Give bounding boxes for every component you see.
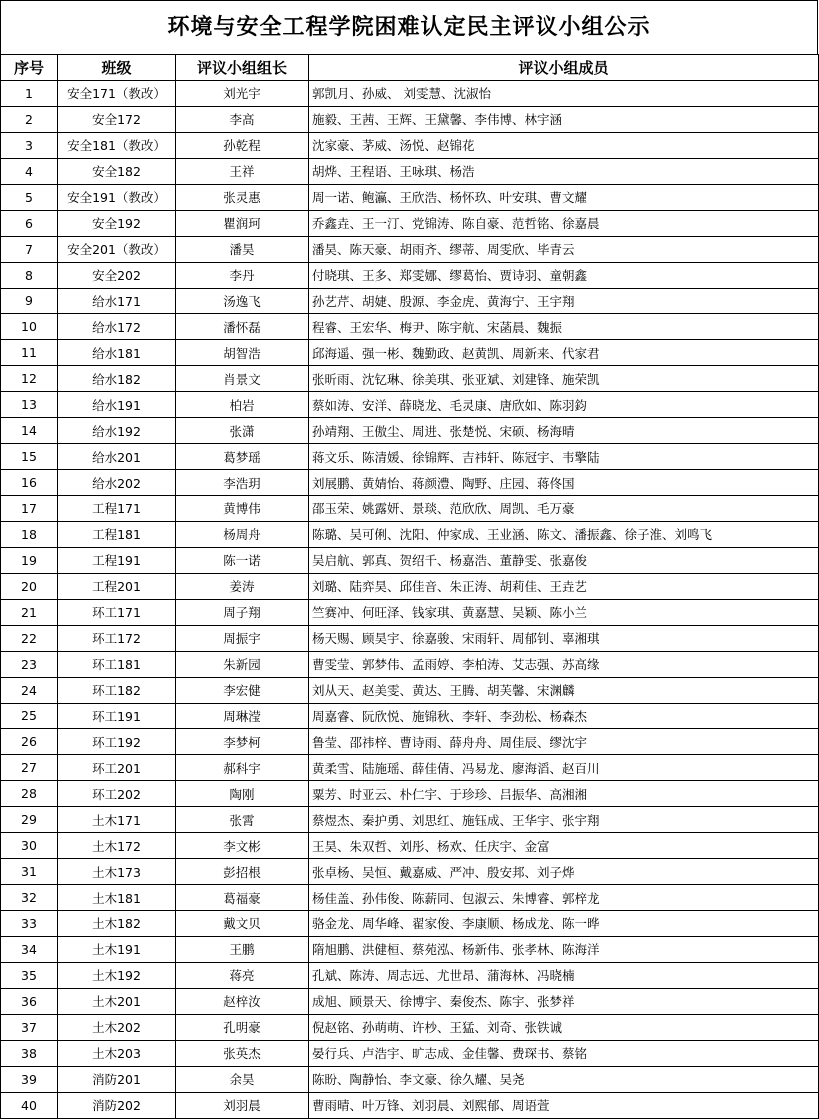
group-members-cell: 杨天赐、顾昊宇、徐嘉骏、宋雨轩、周郁钊、辜湘琪 [309, 625, 819, 651]
group-leader-cell: 杨周舟 [176, 521, 309, 547]
table-row [1, 521, 819, 547]
table-row [1, 677, 819, 703]
serial-number-cell: 33 [1, 911, 58, 937]
table-row [1, 1092, 819, 1118]
serial-number-cell: 5 [1, 184, 58, 210]
serial-number-cell: 38 [1, 1040, 58, 1066]
group-members-cell: 施毅、王茜、王辉、王黛馨、李伟博、林宇涵 [309, 106, 819, 132]
table-row [1, 1066, 819, 1092]
class-cell: 安全202 [58, 262, 176, 288]
serial-number-cell: 21 [1, 599, 58, 625]
group-leader-cell: 郝科宇 [176, 755, 309, 781]
group-leader-cell: 孔明豪 [176, 1014, 309, 1040]
table-row [1, 833, 819, 859]
table-row [1, 444, 819, 470]
table-row [1, 314, 819, 340]
group-members-cell: 刘从天、赵美雯、黄达、王腾、胡芙馨、宋渊麟 [309, 677, 819, 703]
serial-number-cell: 9 [1, 288, 58, 314]
class-cell: 给水201 [58, 444, 176, 470]
class-cell: 环工181 [58, 651, 176, 677]
serial-number-cell: 23 [1, 651, 58, 677]
class-cell: 工程181 [58, 521, 176, 547]
group-leader-cell: 瞿润珂 [176, 210, 309, 236]
class-cell: 安全191（教改） [58, 184, 176, 210]
serial-number-cell: 35 [1, 962, 58, 988]
table-row [1, 599, 819, 625]
table-row [1, 729, 819, 755]
group-members-cell: 隋旭鹏、洪健桓、蔡苑泓、杨新伟、张孝林、陈海洋 [309, 936, 819, 962]
table-row [1, 81, 819, 107]
table-row [1, 158, 819, 184]
group-leader-cell: 张潇 [176, 418, 309, 444]
serial-number-cell: 8 [1, 262, 58, 288]
table-row [1, 210, 819, 236]
group-members-cell: 周一诺、鲍瀛、王欣浩、杨怀玖、叶安琪、曹文耀 [309, 184, 819, 210]
table-row [1, 392, 819, 418]
serial-number-cell: 10 [1, 314, 58, 340]
group-members-cell: 王昊、朱双哲、刘彤、杨欢、任庆宇、金富 [309, 833, 819, 859]
group-leader-cell: 陈一诺 [176, 547, 309, 573]
header-group-members: 评议小组成员 [309, 55, 819, 81]
table-row [1, 755, 819, 781]
serial-number-cell: 25 [1, 703, 58, 729]
table-row [1, 781, 819, 807]
class-cell: 安全181（教改） [58, 132, 176, 158]
group-leader-cell: 蒋亮 [176, 962, 309, 988]
group-members-cell: 晏行兵、卢浩宇、旷志成、金佳馨、费琛书、蔡铭 [309, 1040, 819, 1066]
group-members-cell: 孔斌、陈涛、周志远、尤世昂、蒲海林、冯晓楠 [309, 962, 819, 988]
group-members-cell: 吴启航、郭真、贺绍千、杨嘉浩、董静雯、张嘉俊 [309, 547, 819, 573]
class-cell: 土木182 [58, 911, 176, 937]
serial-number-cell: 27 [1, 755, 58, 781]
group-leader-cell: 刘羽晨 [176, 1092, 309, 1118]
table-row [1, 885, 819, 911]
serial-number-cell: 31 [1, 859, 58, 885]
class-cell: 给水182 [58, 366, 176, 392]
group-members-cell: 周嘉睿、阮欣悦、施锦秋、李轩、李劲松、杨森杰 [309, 703, 819, 729]
group-leader-cell: 李文彬 [176, 833, 309, 859]
class-cell: 给水191 [58, 392, 176, 418]
group-members-cell: 郭凯月、孙威、 刘雯慧、沈淑怡 [309, 81, 819, 107]
serial-number-cell: 17 [1, 496, 58, 522]
group-leader-cell: 朱新园 [176, 651, 309, 677]
group-members-cell: 杨佳盖、孙伟俊、陈薪同、包淑云、朱博睿、郭梓龙 [309, 885, 819, 911]
group-leader-cell: 周琳滢 [176, 703, 309, 729]
class-cell: 环工201 [58, 755, 176, 781]
group-leader-cell: 孙乾程 [176, 132, 309, 158]
group-leader-cell: 王鹏 [176, 936, 309, 962]
class-cell: 安全171（教改） [58, 81, 176, 107]
table-row [1, 106, 819, 132]
table-row [1, 184, 819, 210]
group-leader-cell: 余昊 [176, 1066, 309, 1092]
class-cell: 消防201 [58, 1066, 176, 1092]
class-cell: 土木191 [58, 936, 176, 962]
table-row [1, 859, 819, 885]
serial-number-cell: 32 [1, 885, 58, 911]
group-members-cell: 曹雨晴、叶万锋、刘羽晨、刘熙郁、周语萱 [309, 1092, 819, 1118]
group-members-cell: 孙靖翔、王傲尘、周进、张楚悦、宋硕、杨海晴 [309, 418, 819, 444]
group-leader-cell: 汤逸飞 [176, 288, 309, 314]
group-members-cell: 邵玉荣、姚露妍、景琰、范欣欣、周凯、毛万豪 [309, 496, 819, 522]
class-cell: 土木181 [58, 885, 176, 911]
table-row [1, 1040, 819, 1066]
group-leader-cell: 柏岩 [176, 392, 309, 418]
group-members-cell: 刘展鹏、黄婧怡、蒋颜澧、陶野、庄园、蒋佟国 [309, 470, 819, 496]
group-members-cell: 付晓琪、王多、郑雯娜、缪葛怡、贾诗羽、童朝鑫 [309, 262, 819, 288]
group-members-cell: 竺赛冲、何旺泽、钱家琪、黄嘉慧、吴颖、陈小兰 [309, 599, 819, 625]
group-leader-cell: 张灵惠 [176, 184, 309, 210]
serial-number-cell: 6 [1, 210, 58, 236]
group-members-cell: 蔡煜杰、秦护勇、刘思红、施钰成、王华宇、张宇翔 [309, 807, 819, 833]
group-members-cell: 骆金龙、周华峰、翟家俊、李康顺、杨成龙、陈一晔 [309, 911, 819, 937]
group-members-cell: 乔鑫垚、王一汀、党锦涛、陈自豪、范哲铭、徐嘉晨 [309, 210, 819, 236]
serial-number-cell: 30 [1, 833, 58, 859]
class-cell: 给水192 [58, 418, 176, 444]
serial-number-cell: 15 [1, 444, 58, 470]
class-cell: 安全172 [58, 106, 176, 132]
class-cell: 环工171 [58, 599, 176, 625]
group-members-cell: 张卓杨、吴恒、戴嘉威、严冲、殷安邦、刘子烨 [309, 859, 819, 885]
table-row [1, 418, 819, 444]
group-members-cell: 黄柔雪、陆施瑶、薛佳倩、冯易龙、廖海滔、赵百川 [309, 755, 819, 781]
class-cell: 安全182 [58, 158, 176, 184]
class-cell: 土木171 [58, 807, 176, 833]
serial-number-cell: 39 [1, 1066, 58, 1092]
committee-table [0, 54, 819, 1119]
group-members-cell: 沈家豪、茅威、汤悦、赵锦花 [309, 132, 819, 158]
class-cell: 给水181 [58, 340, 176, 366]
class-cell: 工程191 [58, 547, 176, 573]
serial-number-cell: 34 [1, 936, 58, 962]
group-leader-cell: 王祥 [176, 158, 309, 184]
serial-number-cell: 37 [1, 1014, 58, 1040]
group-members-cell: 蔡如涛、安洋、薛晓龙、毛灵康、唐欣如、陈羽鈞 [309, 392, 819, 418]
table-row [1, 625, 819, 651]
class-cell: 土木172 [58, 833, 176, 859]
group-leader-cell: 葛福豪 [176, 885, 309, 911]
group-leader-cell: 肖景文 [176, 366, 309, 392]
group-leader-cell: 张英杰 [176, 1040, 309, 1066]
table-row [1, 1014, 819, 1040]
serial-number-cell: 40 [1, 1092, 58, 1118]
class-cell: 工程171 [58, 496, 176, 522]
group-leader-cell: 彭招根 [176, 859, 309, 885]
serial-number-cell: 1 [1, 81, 58, 107]
group-members-cell: 程睿、王宏华、梅尹、陈宇航、宋菡晨、魏振 [309, 314, 819, 340]
group-leader-cell: 潘昊 [176, 236, 309, 262]
group-leader-cell: 李宏健 [176, 677, 309, 703]
serial-number-cell: 24 [1, 677, 58, 703]
group-leader-cell: 陶刚 [176, 781, 309, 807]
group-members-cell: 鲁莹、邵祎梓、曹诗雨、薛舟舟、周佳辰、缪沈宇 [309, 729, 819, 755]
table-row [1, 703, 819, 729]
serial-number-cell: 29 [1, 807, 58, 833]
serial-number-cell: 11 [1, 340, 58, 366]
document-title: 环境与安全工程学院困难认定民主评议小组公示 [0, 0, 818, 54]
table-row [1, 807, 819, 833]
class-cell: 环工192 [58, 729, 176, 755]
group-leader-cell: 赵梓汝 [176, 988, 309, 1014]
table-body [1, 81, 819, 1119]
serial-number-cell: 2 [1, 106, 58, 132]
table-row [1, 573, 819, 599]
group-members-cell: 潘昊、陈天豪、胡雨齐、缪蒂、周雯欣、毕青云 [309, 236, 819, 262]
group-members-cell: 倪赵铭、孙萌萌、许杪、王猛、刘奇、张铁诚 [309, 1014, 819, 1040]
class-cell: 环工172 [58, 625, 176, 651]
group-members-cell: 陈盼、陶静怡、李文豪、徐久耀、吴尧 [309, 1066, 819, 1092]
serial-number-cell: 22 [1, 625, 58, 651]
serial-number-cell: 4 [1, 158, 58, 184]
group-leader-cell: 李梦柯 [176, 729, 309, 755]
class-cell: 给水172 [58, 314, 176, 340]
table-row [1, 236, 819, 262]
group-leader-cell: 戴文贝 [176, 911, 309, 937]
header-group-leader: 评议小组组长 [176, 55, 309, 81]
serial-number-cell: 14 [1, 418, 58, 444]
table-header-row [1, 55, 819, 81]
group-leader-cell: 李高 [176, 106, 309, 132]
group-members-cell: 成旭、顾景天、徐博宇、秦俊杰、陈宇、张梦祥 [309, 988, 819, 1014]
serial-number-cell: 19 [1, 547, 58, 573]
table-row [1, 651, 819, 677]
table-row [1, 288, 819, 314]
group-leader-cell: 李丹 [176, 262, 309, 288]
header-class: 班级 [58, 55, 176, 81]
group-members-cell: 蒋文乐、陈清媛、徐锦辉、吉祎轩、陈冠宇、韦擎陆 [309, 444, 819, 470]
table-row [1, 132, 819, 158]
group-leader-cell: 葛梦瑶 [176, 444, 309, 470]
group-leader-cell: 周振宇 [176, 625, 309, 651]
class-cell: 给水202 [58, 470, 176, 496]
group-members-cell: 陈璐、吴可俐、沈阳、仲家成、王业涵、陈文、潘振鑫、徐子淮、刘鸣飞 [309, 521, 819, 547]
group-members-cell: 孙艺芹、胡婕、殷源、李金虎、黄海宁、王宇翔 [309, 288, 819, 314]
serial-number-cell: 20 [1, 573, 58, 599]
group-leader-cell: 张霄 [176, 807, 309, 833]
class-cell: 工程201 [58, 573, 176, 599]
group-members-cell: 曹雯莹、郭梦伟、孟雨婷、李柏涛、艾志强、苏高缘 [309, 651, 819, 677]
serial-number-cell: 26 [1, 729, 58, 755]
class-cell: 环工182 [58, 677, 176, 703]
header-serial-number: 序号 [1, 55, 58, 81]
serial-number-cell: 18 [1, 521, 58, 547]
class-cell: 环工202 [58, 781, 176, 807]
serial-number-cell: 7 [1, 236, 58, 262]
group-leader-cell: 姜涛 [176, 573, 309, 599]
table-row [1, 962, 819, 988]
serial-number-cell: 13 [1, 392, 58, 418]
group-leader-cell: 黄博伟 [176, 496, 309, 522]
table-row [1, 936, 819, 962]
table-row [1, 911, 819, 937]
serial-number-cell: 16 [1, 470, 58, 496]
table-row [1, 366, 819, 392]
group-members-cell: 张昕雨、沈钇琳、徐美琪、张亚斌、刘建锋、施荣凯 [309, 366, 819, 392]
table-row [1, 547, 819, 573]
group-leader-cell: 李浩玥 [176, 470, 309, 496]
class-cell: 消防202 [58, 1092, 176, 1118]
table-row [1, 340, 819, 366]
group-members-cell: 粟芳、时亚云、朴仁宇、于珍珍、吕振华、高湘湘 [309, 781, 819, 807]
class-cell: 安全192 [58, 210, 176, 236]
class-cell: 土木192 [58, 962, 176, 988]
group-leader-cell: 刘光宇 [176, 81, 309, 107]
class-cell: 给水171 [58, 288, 176, 314]
serial-number-cell: 28 [1, 781, 58, 807]
serial-number-cell: 12 [1, 366, 58, 392]
table-row [1, 496, 819, 522]
table-row [1, 262, 819, 288]
group-members-cell: 胡烨、王程语、王咏琪、杨浩 [309, 158, 819, 184]
class-cell: 安全201（教改） [58, 236, 176, 262]
group-members-cell: 邱海遥、强一彬、魏勤政、赵黄凯、周新来、代家君 [309, 340, 819, 366]
class-cell: 土木202 [58, 1014, 176, 1040]
class-cell: 土木203 [58, 1040, 176, 1066]
group-leader-cell: 胡智浩 [176, 340, 309, 366]
table-row [1, 988, 819, 1014]
table-row [1, 470, 819, 496]
group-members-cell: 刘璐、陆弈昊、邱佳音、朱正涛、胡莉佳、王垚艺 [309, 573, 819, 599]
class-cell: 土木173 [58, 859, 176, 885]
group-leader-cell: 潘怀磊 [176, 314, 309, 340]
serial-number-cell: 3 [1, 132, 58, 158]
class-cell: 土木201 [58, 988, 176, 1014]
class-cell: 环工191 [58, 703, 176, 729]
group-leader-cell: 周子翔 [176, 599, 309, 625]
serial-number-cell: 36 [1, 988, 58, 1014]
